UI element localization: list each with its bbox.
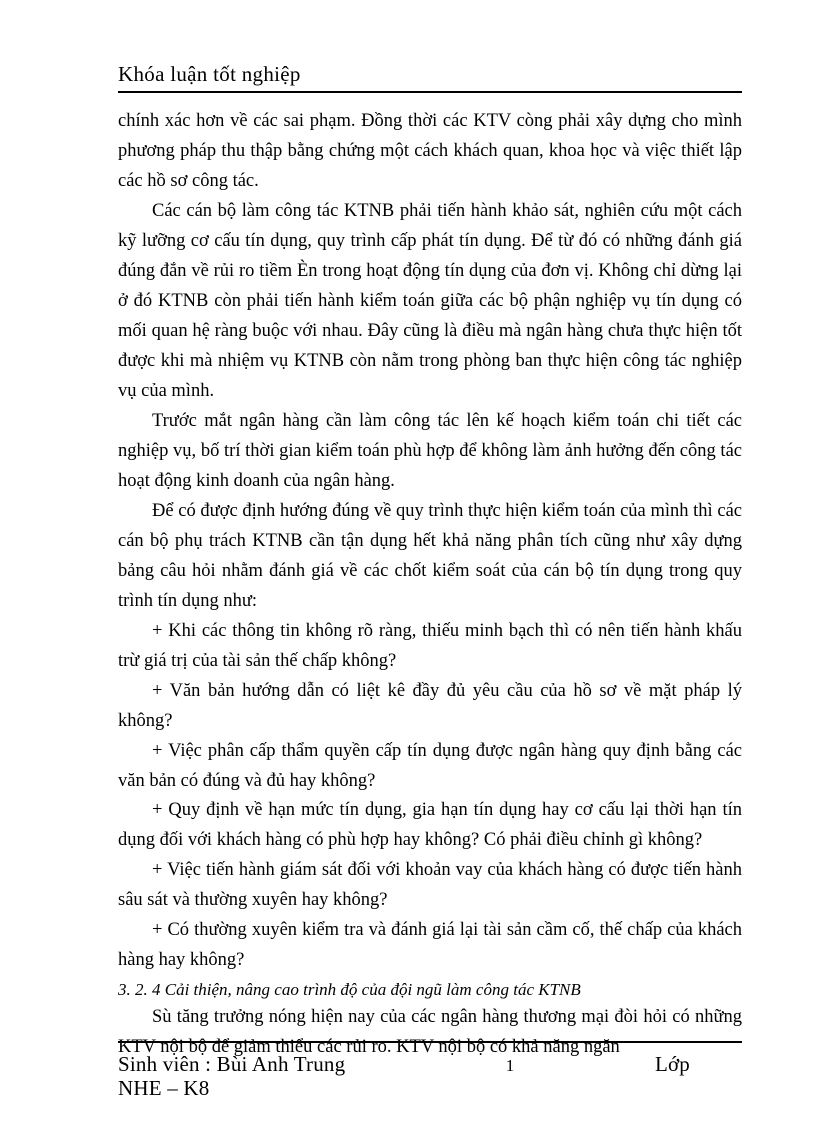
paragraph: + Văn bản hướng dẫn có liệt kê đầy đủ yêu cầu của hồ sơ về mặt pháp lý không? [118, 680, 742, 731]
document-body [118, 107, 742, 1063]
paragraph: + Khi các thông tin không rõ ràng, thiếu minh bạch thì có nên tiến hành khấu trừ giá trị của tài sản thế chấp không? [118, 620, 742, 671]
page-number: 1 [505, 1055, 515, 1075]
footer-class-label: Lớp [654, 1051, 690, 1076]
footer-divider [118, 1041, 742, 1043]
page-footer [118, 1031, 742, 1102]
footer-student-name: Sinh viên : Bùi Anh Trung [118, 1051, 346, 1076]
paragraph: Sù tăng trưởng nóng hiện nay của các ngân hàng thương mại đòi hỏi có những KTV nội bộ để giảm thiểu các rủi ro. KTV nội bộ có khả năng ngăn [118, 1007, 742, 1058]
paragraph: + Việc phân cấp thẩm quyền cấp tín dụng được ngân hàng quy định bằng các văn bản có đúng và đủ hay không? [118, 740, 742, 791]
page-header-title: Khóa luận tốt nghiệp [118, 62, 301, 86]
footer-class-value: NHE – K8 [118, 1075, 210, 1100]
paragraph: + Việc tiến hành giám sát đối với khoản vay của khách hàng có được tiến hành sâu sát và thường xuyên hay không? [118, 860, 742, 911]
section-subheading: 3. 2. 4 Cải thiện, nâng cao trình độ của đội ngũ làm công tác KTNB [118, 980, 581, 1000]
paragraph: Trước mắt ngân hàng cần làm công tác lên kế hoạch kiểm toán chi tiết các nghiệp vụ, bố trí thời gian kiểm toán phù hợp để không làm ảnh hưởng đến công tác hoạt động kinh doanh của ngân hàng. [118, 410, 742, 491]
header-divider [118, 91, 742, 93]
paragraph: + Quy định về hạn mức tín dụng, gia hạn tín dụng hay cơ cấu lại thời hạn tín dụng đối với khách hàng có phù hợp hay không? Có phải điều chỉnh gì không? [118, 800, 742, 851]
paragraph: + Có thường xuyên kiểm tra và đánh giá lại tài sản cầm cố, thế chấp của khách hàng hay không? [118, 920, 742, 971]
paragraph: Các cán bộ làm công tác KTNB phải tiến hành khảo sát, nghiên cứu một cách kỹ lưỡng cơ cấu tín dụng, quy trình cấp phát tín dụng. Để từ đó có những đánh giá đúng đắn về rủi ro tiềm Èn trong hoạt động tín dụng của đơn vị. Không chỉ dừng lại ở đó KTNB còn phải tiến hành kiểm toán giữa các bộ phận nghiệp vụ tín dụng có mối quan hệ ràng buộc với nhau. Đây cũng là điều mà ngân hàng chưa thực hiện tốt được khi mà nhiệm vụ KTNB còn nằm trong phòng ban thực hiện công tác nghiệp vụ của mình. [118, 201, 742, 401]
paragraph: chính xác hơn về các sai phạm. Đồng thời các KTV còng phải xây dựng cho mình phương pháp thu thập bằng chứng một cách khách quan, khoa học và việc thiết lập các hồ sơ công tác. [118, 111, 742, 192]
paragraph: Để có được định hướng đúng về quy trình thực hiện kiểm toán của mình thì các cán bộ phụ trách KTNB cần tận dụng hết khả năng phân tích cũng như xây dựng bảng câu hỏi nhằm đánh giá về các chốt kiểm soát của cán bộ tín dụng trong quy trình tín dụng như: [118, 500, 742, 611]
